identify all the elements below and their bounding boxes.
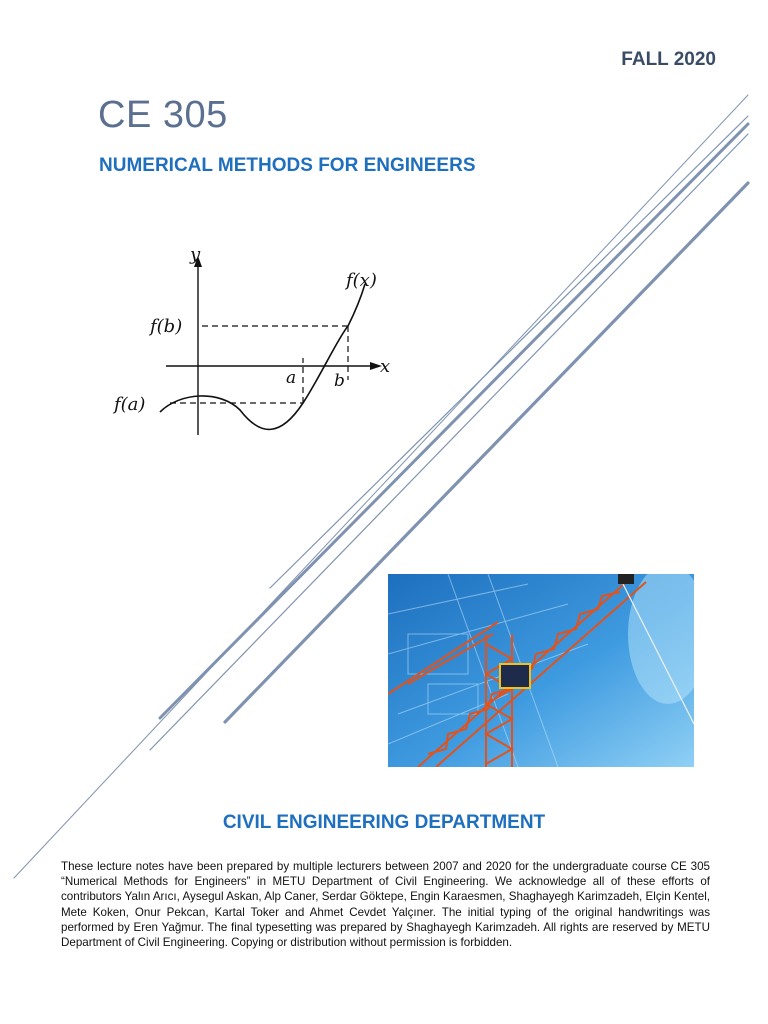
department-heading: CIVIL ENGINEERING DEPARTMENT — [222, 812, 546, 833]
crane-photo — [388, 574, 694, 767]
label-a: a — [286, 368, 297, 388]
label-x: x — [380, 356, 391, 377]
course-code: CE 305 — [98, 94, 228, 136]
term-label: FALL 2020 — [621, 49, 716, 70]
label-fa: f(a) — [114, 394, 146, 415]
acknowledgement-paragraph: These lecture notes have been prepared by multiple lecturers between 2007 and 2020 for the undergraduate course CE 305 “Numerical Methods for Engineers” in METU Department of Civil Engineering. We acknowledge all of these efforts of contributors Yalın Arıcı, Aysegul Askan, Alp Caner, Serdar Göktepe, Engin Karaesmen, Shaghayegh Karimzadeh, Elçin Kentel, Mete Koken, Onur Pekcan, Kartal Toker and Ahmet Cevdet Yalçıner. The initial typing of the original handwritings was performed by Eren Yağmur. The final typesetting was prepared by Shaghayegh Karimzadeh. All rights are reserved by METU Department of Civil Engineering. Copying or distribution without permission is forbidden. — [61, 860, 710, 950]
label-fx: f(x) — [346, 270, 377, 291]
function-graph-figure — [110, 242, 402, 442]
label-b: b — [334, 371, 345, 391]
label-y: y — [190, 244, 201, 265]
label-fb: f(b) — [150, 316, 183, 337]
course-title: NUMERICAL METHODS FOR ENGINEERS — [99, 155, 476, 176]
